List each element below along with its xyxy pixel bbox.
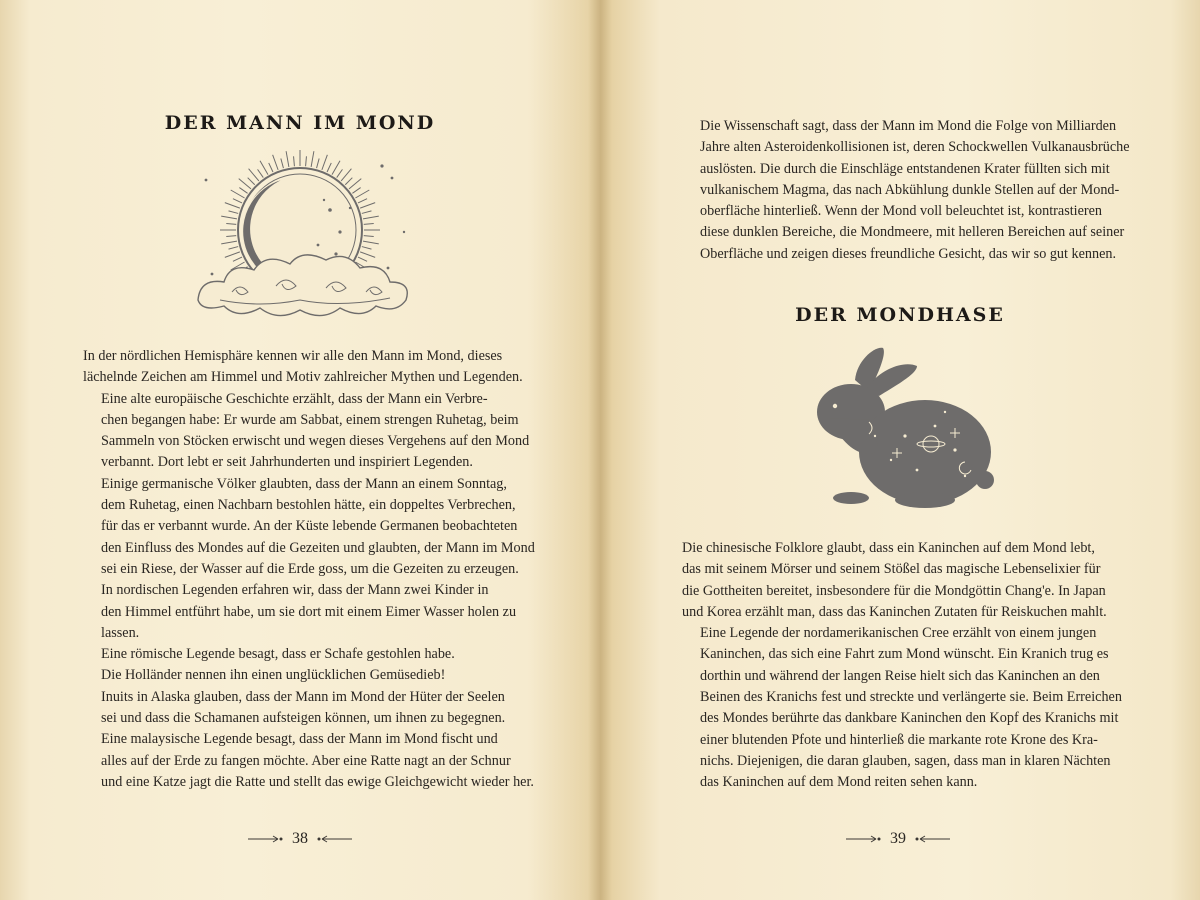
sun-ray	[233, 199, 242, 203]
text-line: verbannt. Dort lebt er seit Jahrhunderten und inspiriert Legenden.	[101, 454, 473, 471]
text-line: lächelnde Zeichen am Himmel und Motiv zahlreicher Mythen und Legenden.	[83, 369, 523, 386]
paragraph	[83, 346, 533, 389]
sun-ray	[231, 190, 245, 198]
sun-ray	[221, 216, 237, 219]
paragraph	[83, 644, 533, 665]
sun-ray	[258, 169, 264, 177]
sun-ray	[360, 203, 375, 208]
text-line: lassen.	[101, 624, 140, 641]
text-line: Inuits in Alaska glauben, dass der Mann im Mond der Hüter der Seelen	[101, 688, 505, 705]
text-line: Jahre alten Asteroidenkollisionen ist, deren Schockwellen Vulkanausbrüche	[700, 139, 1130, 156]
sun-ray	[248, 178, 255, 185]
left-page-heading: DER MANN IM MOND	[164, 112, 436, 134]
sun-ray	[226, 224, 236, 225]
text-line: den Einfluss des Mondes auf die Gezeiten und glaubten, der Mann im Mond	[101, 539, 535, 556]
text-line: sei und dass die Schamanen aufsteigen können, um ihnen zu begegnen.	[101, 710, 506, 727]
text-line: für das er verbannt wurde. An der Küste lebende Germanen beobachteten	[101, 518, 518, 535]
sun-ray	[345, 178, 352, 185]
sun-ray	[363, 216, 379, 219]
text-line: die Gottheiten bereitet, insbesondere für die Mondgöttin Chang'e. In Japan	[682, 582, 1106, 599]
paragraph	[83, 687, 533, 730]
right-page-body	[682, 538, 1142, 794]
text-line: Die Holländer nennen ihn einen unglücklichen Gemüsedieb!	[101, 667, 446, 684]
folio-ornament-icon	[914, 834, 950, 844]
sun-ray	[273, 155, 278, 170]
paragraph	[682, 116, 1142, 265]
text-line: Eine römische Legende besagt, dass er Schafe gestohlen habe.	[101, 646, 455, 663]
sun-ray	[362, 247, 372, 250]
text-line: Einige germanische Völker glaubten, dass der Mann an einem Sonntag,	[101, 475, 507, 492]
crescent-moon-face-icon	[180, 150, 420, 330]
sun-ray	[221, 241, 237, 244]
text-line: dorthin und während der langen Reise hielt sich das Kaninchen an den	[700, 667, 1100, 684]
text-line: Eine malaysische Legende besagt, dass der Mann im Mond fischt und	[101, 731, 498, 748]
sun-ray	[249, 169, 259, 181]
sun-ray	[341, 169, 351, 181]
folio-ornament-icon	[316, 834, 352, 844]
moon-rabbit-icon	[805, 340, 995, 520]
paragraph	[83, 729, 533, 793]
right-page-heading: DER MONDHASE	[795, 304, 1005, 326]
page-number-right: 39	[890, 830, 906, 847]
sun-ray	[225, 252, 240, 257]
sun-ray	[260, 161, 268, 175]
paragraph	[682, 538, 1142, 623]
right-page-intro	[682, 116, 1142, 265]
text-line: Eine Legende der nordamerikanischen Cree erzählt von einem jungen	[700, 625, 1097, 642]
paragraph	[83, 474, 533, 580]
folio-ornament-icon	[846, 834, 882, 844]
text-line: Die chinesische Folklore glaubt, dass ein Kaninchen auf dem Mond lebt,	[682, 540, 1095, 556]
text-line: vulkanischem Magma, das nach Abkühlung dunkle Stellen auf der Mond-	[700, 181, 1120, 198]
text-line: chen begangen habe: Er wurde am Sabbat, einem strengen Ruhetag, beim	[101, 411, 519, 428]
text-line: einer blutenden Pfote und hinterließ die markante rote Krone des Kra-	[700, 731, 1098, 748]
sun-ray	[294, 156, 295, 166]
paragraph	[682, 623, 1142, 793]
sun-ray	[364, 224, 374, 225]
text-line: Die Wissenschaft sagt, dass der Mann im Mond die Folge von Milliarden	[700, 118, 1117, 134]
right-page	[600, 0, 1200, 900]
paragraph	[83, 580, 533, 644]
text-line: Sammeln von Stöcken erwischt und wegen dieses Vergehens auf den Mond	[101, 433, 530, 450]
sun-ray	[226, 236, 236, 237]
paragraph	[83, 389, 533, 474]
text-line: und Korea erzählt man, dass das Kaninchen Zutaten für Reiskuchen mahlt.	[682, 603, 1107, 620]
sun-ray	[363, 241, 379, 244]
text-line: dem Ruhetag, einen Nachbarn bestohlen hätte, ein doppeltes Verbrechen,	[101, 497, 516, 514]
sun-ray	[362, 211, 372, 214]
sun-ray	[229, 211, 239, 214]
text-line: Oberfläche und zeigen dieses freundliche Gesicht, das wir so gut kennen.	[700, 245, 1117, 262]
text-line: oberfläche hinterließ. Wenn der Mond voll beleuchtet ist, kontrastieren	[700, 203, 1103, 220]
text-line: Eine alte europäische Geschichte erzählt, dass der Mann ein Verbre-	[101, 390, 488, 407]
sun-ray	[364, 236, 374, 237]
sun-ray	[233, 257, 242, 261]
sun-ray	[327, 163, 331, 172]
left-page-body	[83, 346, 533, 793]
text-line: alles auf der Erde zu fangen möchte. Aber eine Ratte nagt an der Schnur	[101, 752, 511, 769]
sun-ray	[306, 156, 307, 166]
text-line: diese dunklen Bereiche, die Mondmeere, mit helleren Bereichen auf seiner	[700, 224, 1125, 241]
folio-ornament-icon	[248, 834, 284, 844]
text-line: auslösten. Die durch die Einschläge entstandenen Krater füllten sich mit	[700, 160, 1110, 177]
text-line: des Mondes berührte das dankbare Kaninchen den Kopf des Kranichs mit	[700, 710, 1119, 727]
sun-ray	[281, 159, 284, 169]
sun-ray	[322, 155, 327, 170]
sun-ray	[311, 151, 314, 167]
text-line: das Kaninchen auf dem Mond reiten sehen kann.	[700, 774, 978, 791]
left-page-folio	[240, 827, 360, 851]
text-line: und eine Katze jagt die Ratte und stellt das ewige Gleichgewicht wieder her.	[101, 773, 534, 790]
text-line: Kaninchen, das sich eine Fahrt zum Mond wünscht. Ein Kranich trug es	[700, 646, 1109, 663]
right-page-folio	[838, 827, 958, 851]
sun-ray	[239, 179, 251, 189]
sun-ray	[332, 161, 340, 175]
sun-ray	[239, 188, 247, 194]
sun-ray	[360, 252, 375, 257]
sun-ray	[349, 179, 361, 189]
sun-ray	[337, 169, 343, 177]
text-line: In der nördlichen Hemisphäre kennen wir alle den Mann im Mond, dieses	[83, 348, 503, 364]
sun-ray	[286, 151, 289, 167]
text-line: sei ein Riese, der Wasser auf die Erde goss, um die Gezeiten zu erzeugen.	[101, 560, 519, 577]
sun-ray	[269, 163, 273, 172]
text-line: In nordischen Legenden erfahren wir, dass der Mann zwei Kinder in	[101, 582, 489, 599]
sun-ray	[358, 257, 367, 261]
sun-ray	[358, 199, 367, 203]
paragraph	[83, 665, 533, 686]
text-line: Beinen des Kranichs fest und streckte und verlängerte sie. Beim Erreichen	[700, 689, 1122, 706]
page-number-left: 38	[292, 830, 308, 847]
sun-ray	[352, 188, 360, 194]
text-line: das mit seinem Mörser und seinem Stößel das magische Lebenselixier für	[682, 561, 1101, 578]
text-line: den Himmel entführt habe, um sie dort mit einem Eimer Wasser holen zu	[101, 603, 517, 620]
sun-ray	[317, 159, 320, 169]
sun-ray	[225, 203, 240, 208]
text-line: nichs. Diejenigen, die daran glauben, sagen, dass man in klaren Nächten	[700, 752, 1111, 769]
sun-ray	[229, 247, 239, 250]
book-gutter	[588, 0, 612, 900]
sun-ray	[355, 190, 369, 198]
